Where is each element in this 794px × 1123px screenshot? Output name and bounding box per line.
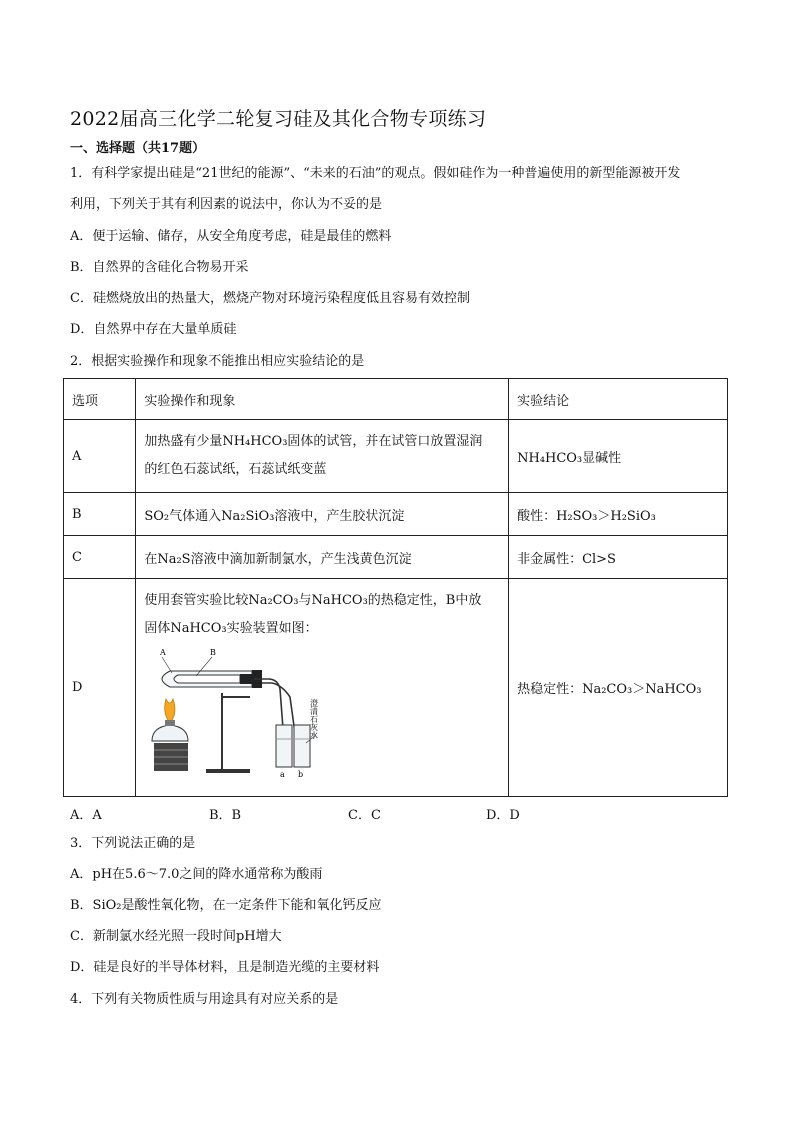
lamp-wick-cap [165, 720, 175, 726]
header-operation: 实验操作和现象 [136, 379, 509, 420]
section-heading: 一、选择题（共17题） [70, 141, 206, 156]
stopper-icon [240, 674, 254, 684]
q2-table [63, 378, 728, 797]
beaker-a [276, 725, 292, 767]
q3-option-c: C．新制氯水经光照一段时间pH增大 [70, 929, 282, 944]
q3-option-d: D．硅是良好的半导体材料，且是制造光缆的主要材料 [70, 960, 380, 975]
q1-option-c: C．硅燃烧放出的热量大，燃烧产物对环境污染程度低且容易有效控制 [70, 291, 470, 306]
row-conclusion: 热稳定性：Na₂CO₃＞NaHCO₃ [509, 579, 728, 797]
row-conclusion: 酸性：H₂SO₃＞H₂SiO₃ [509, 493, 728, 536]
label-b-top: B [210, 648, 217, 657]
row-operation: SO₂气体通入Na₂SiO₃溶液中，产生胶状沉淀 [136, 493, 509, 536]
row-operation-line: 的红色石蕊试纸，石蕊试纸变蓝 [144, 462, 327, 477]
q2-choice-c: C．C [348, 808, 381, 823]
table-row [64, 420, 728, 493]
row-operation [136, 579, 509, 797]
row-key: C [64, 536, 136, 579]
q4-stem: 4．下列有关物质性质与用途具有对应关系的是 [70, 992, 339, 1007]
row-operation-line: 固体NaHCO₃实验装置如图： [144, 621, 318, 636]
row-key: A [64, 420, 136, 493]
label-limewater: 澄清石灰水 [309, 699, 319, 739]
page-title: 2022届高三化学二轮复习硅及其化合物专项练习 [70, 108, 487, 130]
q2-choice-d: D．D [486, 808, 520, 823]
header-conclusion: 实验结论 [509, 379, 728, 420]
q1-stem-line1: 1．有科学家提出硅是“21世纪的能源”、“未来的石油”的观点。假如硅作为一种普遍使用的新型能源被开发 [70, 166, 681, 181]
row-conclusion: 非金属性：Cl>S [509, 536, 728, 579]
beaker-b [294, 725, 310, 767]
row-conclusion: NH₄HCO₃显碱性 [509, 420, 728, 493]
q3-stem: 3．下列说法正确的是 [70, 836, 196, 851]
q3-option-a: A．pH在5.6～7.0之间的降水通常称为酸雨 [70, 867, 323, 882]
q2-choice-b: B．B [209, 808, 242, 823]
table-row [64, 536, 728, 579]
q2-choice-a: A．A [70, 808, 102, 823]
q2-stem: 2．根据实验操作和现象不能推出相应实验结论的是 [70, 354, 365, 369]
label-a-bottom: a [280, 770, 286, 778]
apparatus-figure [140, 643, 440, 778]
row-operation [136, 420, 509, 493]
header-option: 选项 [64, 379, 136, 420]
q1-option-a: A．便于运输、储存，从安全角度考虑，硅是最佳的燃料 [70, 229, 392, 244]
alcohol-lamp-icon [152, 725, 188, 741]
row-operation: 在Na₂S溶液中滴加新制氯水，产生浅黄色沉淀 [136, 536, 509, 579]
table-row [64, 493, 728, 536]
q3-option-b: B．SiO₂是酸性氧化物，在一定条件下能和氧化钙反应 [70, 898, 382, 913]
row-key: B [64, 493, 136, 536]
table-header-row [64, 379, 728, 420]
inner-test-tube [174, 675, 240, 683]
label-a-top: A [160, 648, 167, 657]
q1-option-b: B．自然界的含硅化合物易开采 [70, 260, 249, 275]
q1-stem-line2: 利用，下列关于其有利因素的说法中，你认为不妥的是 [70, 197, 383, 212]
flame-icon [165, 699, 175, 723]
retort-base [206, 769, 250, 773]
q1-option-d: D．自然界中存在大量单质硅 [70, 322, 237, 337]
table-row [64, 579, 728, 797]
row-key: D [64, 579, 136, 797]
row-operation-line: 加热盛有少量NH₄HCO₃固体的试管，并在试管口放置湿润 [144, 434, 483, 449]
row-operation-line: 使用套管实验比较Na₂CO₃与NaHCO₃的热稳定性，B中放 [144, 593, 482, 608]
label-b-bottom: b [298, 770, 304, 778]
